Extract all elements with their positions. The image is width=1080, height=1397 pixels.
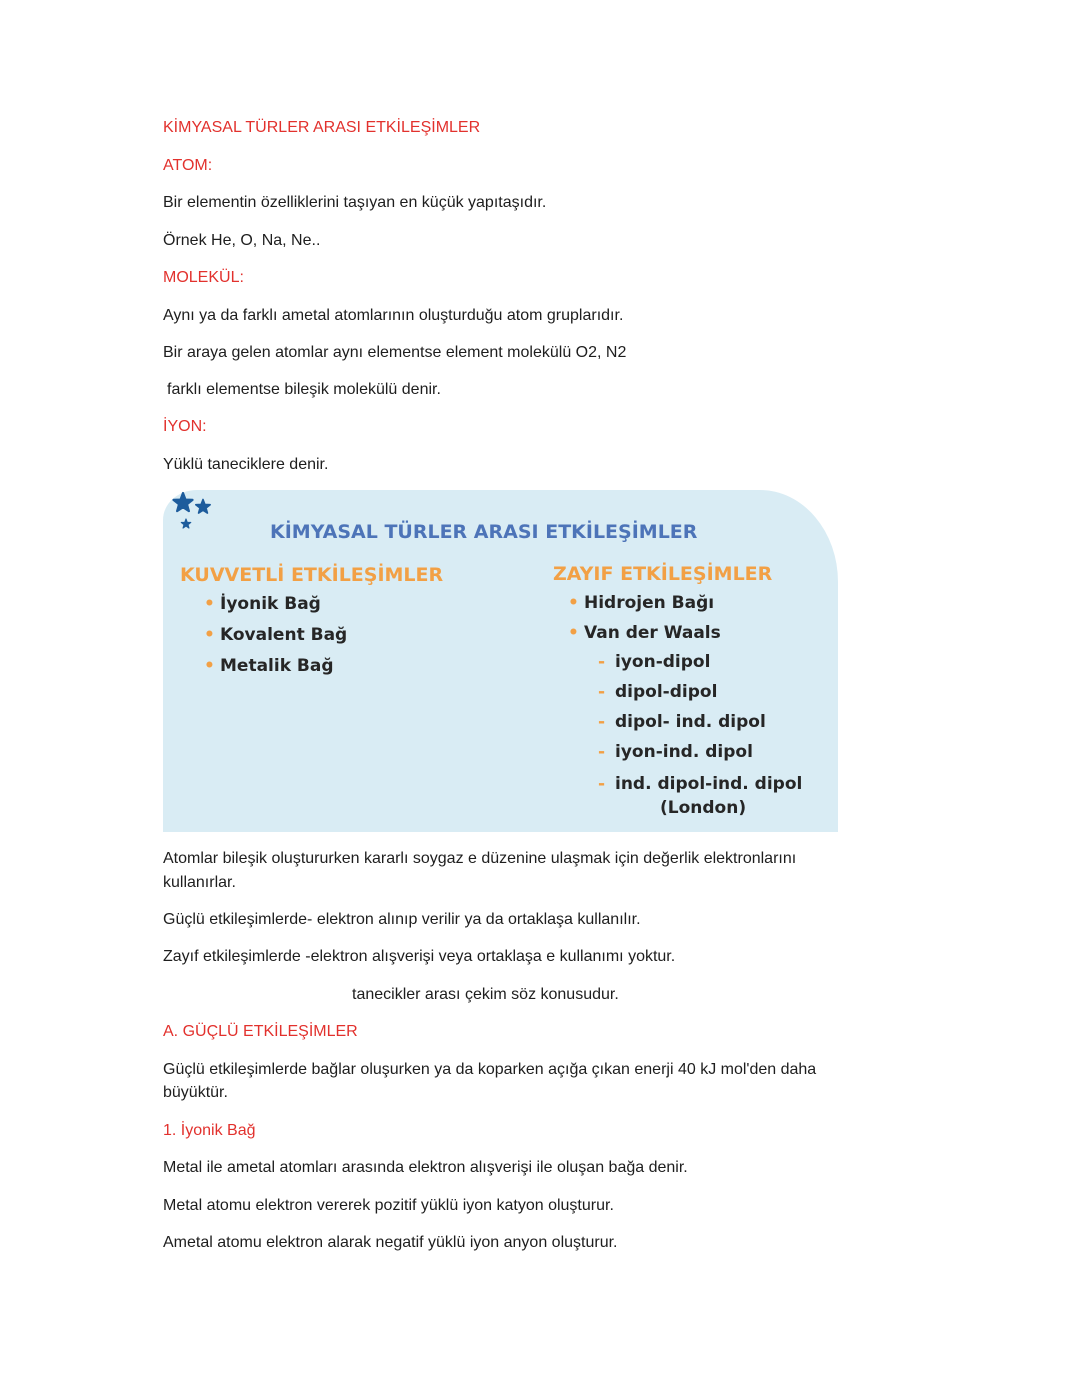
strong-interactions-heading: KUVVETLİ ETKİLEŞİMLER <box>180 564 444 586</box>
sub-item-ion-induced-dipole: - iyon-ind. dipol <box>615 741 753 763</box>
stars-decoration <box>163 490 223 540</box>
ionic-bond-metal-line: Metal atomu elektron vererek pozitif yüklü iyon katyon oluşturur. <box>163 1197 614 1214</box>
sub-item-dipole-dipole: - dipol-dipol <box>615 681 717 703</box>
sub-item-induced-induced-dipole: - ind. dipol-ind. dipol <box>615 773 802 795</box>
list-item-van-der-waals: • Van der Waals <box>584 622 721 644</box>
london-label: (London) <box>660 798 747 818</box>
star-icon <box>196 500 210 514</box>
list-item-hydrogen-bond: • Hidrojen Bağı <box>584 592 714 614</box>
strong-interactions-note: Güçlü etkileşimlerde- elektron alınıp verilir ya da ortaklaşa kullanılır. <box>163 911 641 928</box>
list-item-ionic-bond: • İyonik Bağ <box>220 593 321 615</box>
weak-interactions-note: Zayıf etkileşimlerde -elektron alışverişi veya ortaklaşa e kullanımı yoktur. <box>163 948 676 965</box>
energy-line-1: Güçlü etkileşimlerde bağlar oluşurken ya da koparken açığa çıkan enerji 40 kJ mol'den daha <box>163 1061 817 1078</box>
ion-definition: Yüklü taneciklere denir. <box>163 456 329 473</box>
ionic-bond-nonmetal-line: Ametal atomu elektron alarak negatif yüklü iyon anyon oluşturur. <box>163 1234 618 1251</box>
electrons-line-1: Atomlar bileşik oluştururken kararlı soygaz e düzenine ulaşmak için değerlik elektronlarını <box>163 850 797 867</box>
star-icon <box>181 519 191 528</box>
interactions-infographic <box>163 490 838 832</box>
infographic-title: KİMYASAL TÜRLER ARASI ETKİLEŞİMLER <box>270 521 698 543</box>
weak-interactions-heading: ZAYIF ETKİLEŞİMLER <box>553 563 773 585</box>
atom-definition: Bir elementin özelliklerini taşıyan en küçük yapıtaşıdır. <box>163 194 547 211</box>
star-icon <box>173 493 192 511</box>
list-item-metallic-bond: • Metalik Bağ <box>220 655 334 677</box>
molecule-heading: MOLEKÜL: <box>163 269 244 286</box>
sub-item-ion-dipole: - iyon-dipol <box>615 651 710 673</box>
list-item-covalent-bond: • Kovalent Bağ <box>220 624 347 646</box>
ion-heading: İYON: <box>163 418 207 435</box>
molecule-compound-line: farklı elementse bileşik molekülü denir. <box>167 381 441 398</box>
ionic-bond-definition: Metal ile ametal atomları arasında elektron alışverişi ile oluşan bağa denir. <box>163 1159 688 1176</box>
strong-interactions-section-heading: A. GÜÇLÜ ETKİLEŞİMLER <box>163 1023 358 1040</box>
molecule-element-line: Bir araya gelen atomlar aynı elementse element molekülü O2, N2 <box>163 344 627 361</box>
sub-item-dipole-induced-dipole: - dipol- ind. dipol <box>615 711 766 733</box>
weak-interactions-note-cont: tanecikler arası çekim söz konusudur. <box>352 986 619 1003</box>
electrons-line-2: kullanırlar. <box>163 874 236 891</box>
energy-line-2: büyüktür. <box>163 1084 228 1101</box>
atom-example: Örnek He, O, Na, Ne.. <box>163 232 321 249</box>
ionic-bond-heading: 1. İyonik Bağ <box>163 1122 256 1139</box>
document-title: KİMYASAL TÜRLER ARASI ETKİLEŞİMLER <box>163 119 481 136</box>
atom-heading: ATOM: <box>163 157 213 174</box>
molecule-definition: Aynı ya da farklı ametal atomlarının oluşturduğu atom gruplarıdır. <box>163 307 624 324</box>
